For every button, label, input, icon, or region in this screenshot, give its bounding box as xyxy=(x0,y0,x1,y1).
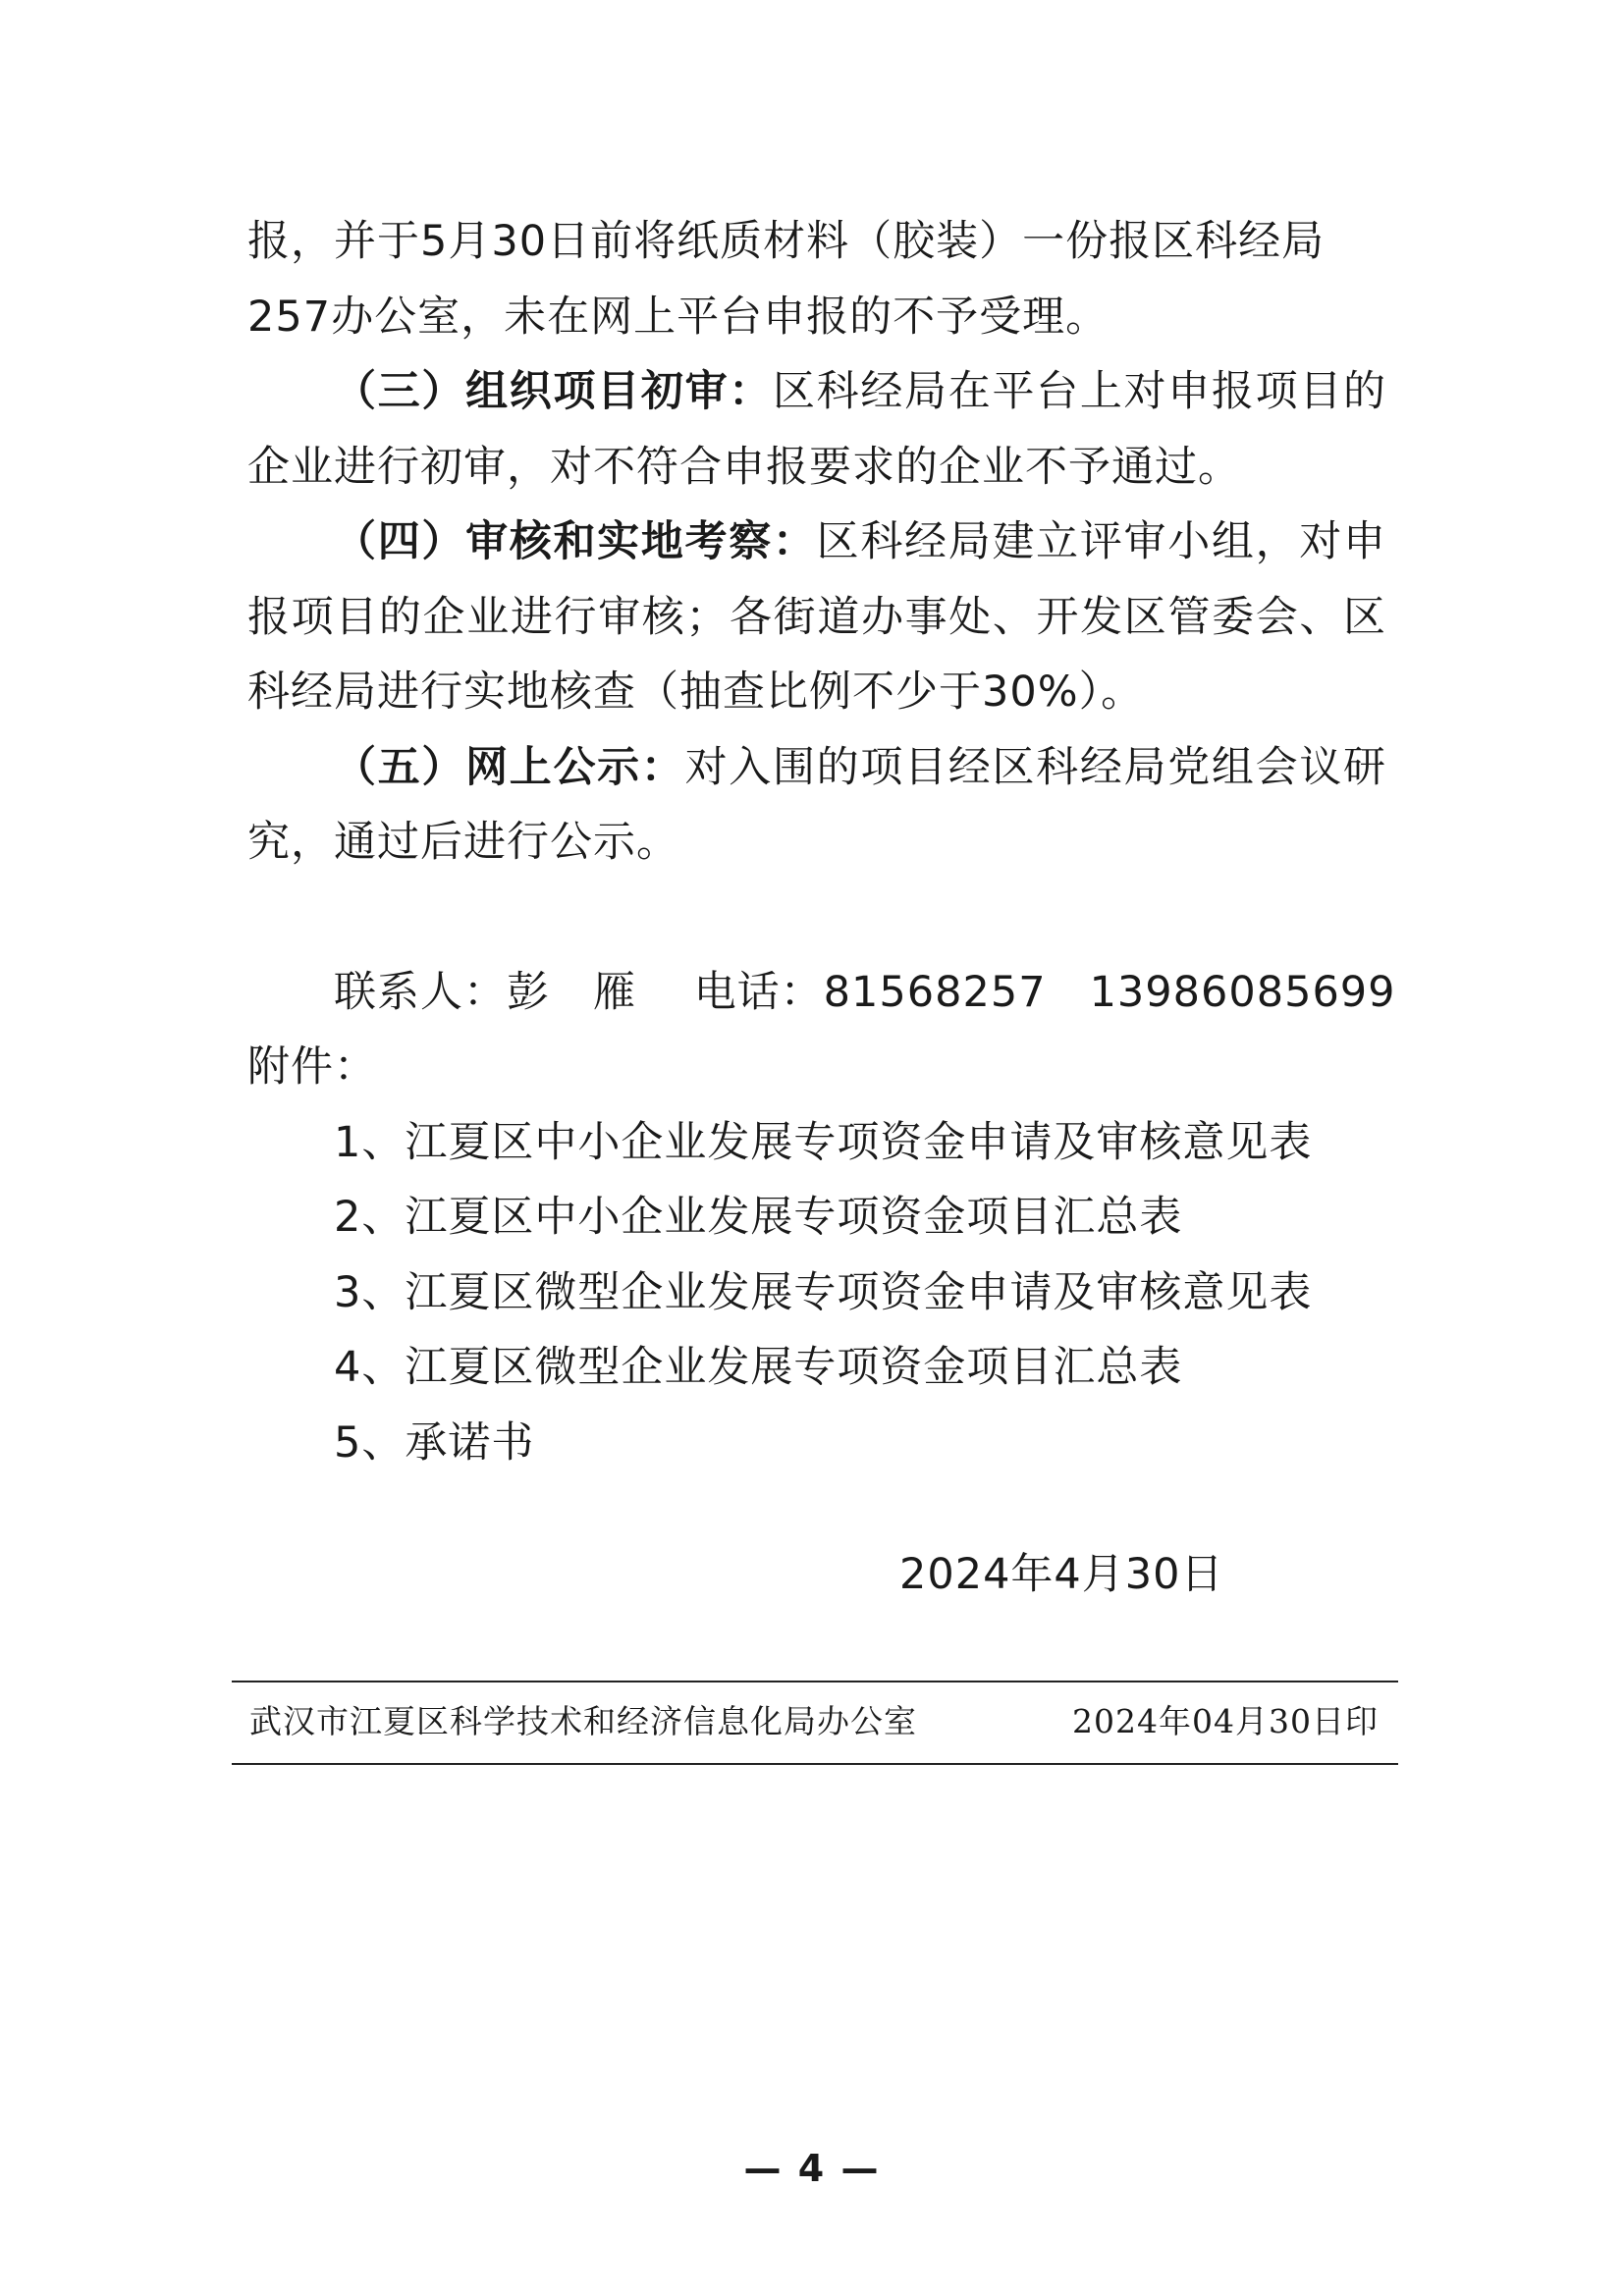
contact-line xyxy=(247,955,1396,1031)
document-date: 2024年4月30日 xyxy=(899,1550,1224,1599)
submission-line-1: 报，并于5月30日前将纸质材料（胶装）一份报区科经局 xyxy=(247,217,1326,266)
attachments-label: 附件： xyxy=(247,1042,377,1092)
submission-line-2: 257办公室，未在网上平台申报的不予受理。 xyxy=(247,292,1110,342)
step-5-text: 对入围的项目经区科经局党组会议研究，通过后进行公示。 xyxy=(247,742,1387,867)
step-3-heading: （三）组织项目初审： xyxy=(334,367,773,416)
attachment-item-2: 2、江夏区中小企业发展专项资金项目汇总表 xyxy=(334,1193,1183,1242)
page-number: — 4 — xyxy=(743,2147,881,2190)
step-4-heading: （四）审核和实地考察： xyxy=(334,517,817,566)
contact-mobile: 13986085699 xyxy=(1089,967,1396,1017)
footer-print-date: 2024年04月30日印 xyxy=(1072,1702,1379,1740)
attachment-item-1: 1、江夏区中小企业发展专项资金申请及审核意见表 xyxy=(334,1117,1313,1167)
step-4-text: 区科经局建立评审小组，对申报项目的企业进行审核；各街道办事处、开发区管委会、区科经局进行实地核查（抽查比例不少于30%）。 xyxy=(247,517,1387,717)
attachment-item-3: 3、江夏区微型企业发展专项资金申请及审核意见表 xyxy=(334,1267,1313,1317)
step-5-heading: （五）网上公示： xyxy=(334,742,685,792)
paragraph-step-4 xyxy=(247,505,1386,730)
blank-line xyxy=(247,881,1386,955)
footer-bottom-rule xyxy=(232,1763,1398,1765)
paragraph-step-3 xyxy=(247,354,1386,505)
document-body xyxy=(247,204,1396,1480)
step-3-text: 区科经局在平台上对申报项目的企业进行初审，对不符合申报要求的企业不予通过。 xyxy=(247,367,1387,492)
footer-issuer: 武汉市江夏区科学技术和经济信息化局办公室 xyxy=(249,1702,917,1740)
footer-top-rule xyxy=(232,1681,1398,1682)
contact-phone: 电话：81568257 xyxy=(693,967,1047,1017)
contact-person: 联系人：彭 雁 xyxy=(334,967,636,1017)
paragraph-submission xyxy=(247,204,1386,354)
attachment-item-5: 5、承诺书 xyxy=(334,1417,535,1468)
attachment-item-4: 4、江夏区微型企业发展专项资金项目汇总表 xyxy=(334,1343,1183,1392)
paragraph-step-5 xyxy=(247,730,1386,881)
